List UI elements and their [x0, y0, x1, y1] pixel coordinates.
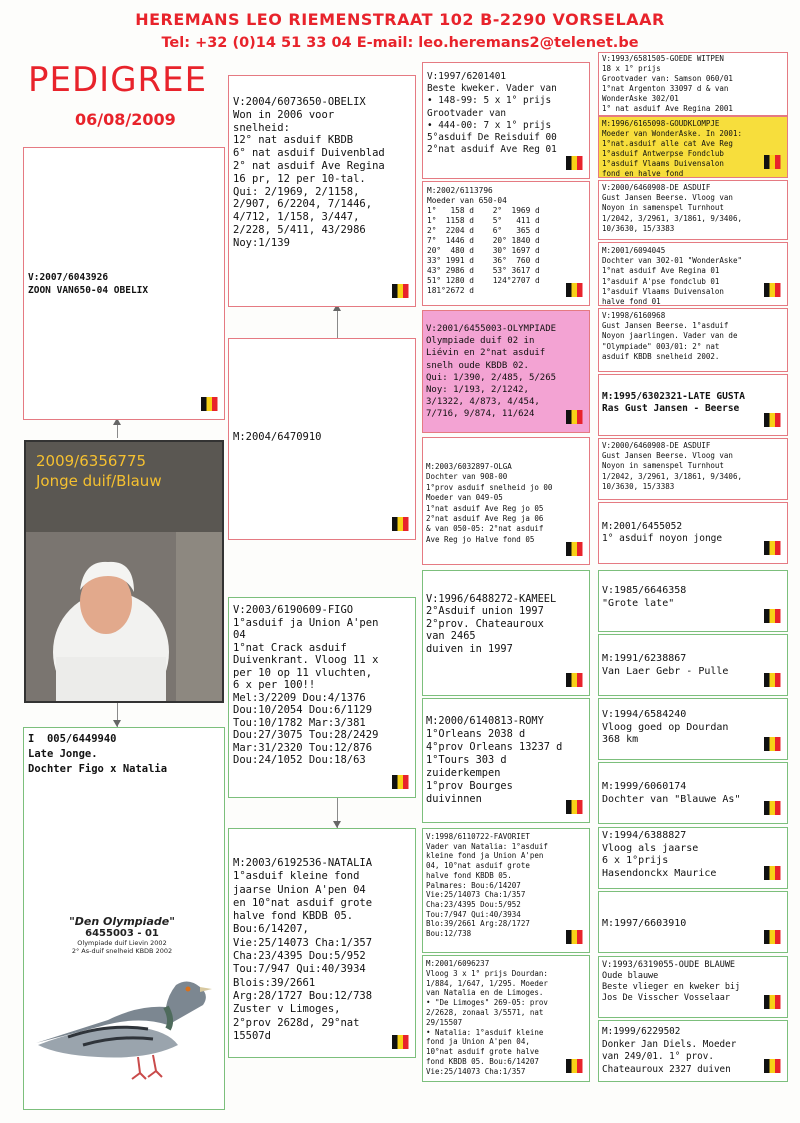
- flag-stripe-black: [566, 673, 572, 687]
- pedigree-box-fff: [422, 62, 590, 179]
- pedigree-box-r3: [598, 180, 788, 240]
- flag-stripe-yellow: [572, 930, 578, 944]
- pedigree-box-ffm: [422, 181, 590, 306]
- flag-stripe-yellow: [398, 284, 404, 298]
- box-text: M:2003/6192536-NATALIA 1°asduif kleine fond jaarse Union A'pen 04 en 10°nat asduif grote halve fond KBDB 05. Bou:6/14207, Vie:25/14073 Cha:1/357 Cha:23/4395 Dou:5/952 Tou:7/947 Qui:40/3934 Blois:39/2661 Arg:28/1727 Bou:12/738 Zuster v Limoges, 2°prov 2628d, 29°nat 15507d: [233, 857, 373, 1042]
- olympiade-caption: [22, 915, 222, 955]
- flag-stripe-red: [775, 866, 781, 880]
- box-text: V:2003/6190609-FIGO 1°asduif ja Union A'pen 04 1°nat Crack asduif Duivenkrant. Vloog 11 x per 10 op 11 vluchten, 6 x per 100!! Mel:3/2209 Dou:4/1376 Dou:10/2054 Dou:6/1129 Tou:10/1782 Mar:3/381 Dou:27/3075 Tou:28/2429 Mar:31/2320 Tou:12/876 Dou:24/1052 Dou:18/63: [233, 604, 379, 766]
- belgian-flag-icon: [564, 407, 586, 429]
- belgian-flag-icon: [762, 734, 784, 756]
- box-text: M:2000/6140813-ROMY 1°Orleans 2038 d 4°prov Orleans 13237 d 1°Tours 303 d zuiderkempen 1°prov Bourges duivinnen: [426, 715, 563, 805]
- connector-arrow: [333, 821, 341, 828]
- pedigree-box-r2: [598, 116, 788, 178]
- flag-stripe-black: [566, 800, 572, 814]
- flag-stripe-red: [577, 156, 583, 170]
- flag-stripe-black: [764, 1059, 770, 1073]
- box-text: V:1994/6388827 Vloog als jaarse 6 x 1°prijs Hasendonckx Maurice: [602, 830, 717, 879]
- box-text: I 005/6449940 Late Jonge. Dochter Figo x Natalia: [28, 733, 168, 775]
- box-text: M:2001/6455052 1° asduif noyon jonge: [602, 521, 723, 544]
- flag-stripe-yellow: [770, 673, 776, 687]
- flag-stripe-yellow: [770, 155, 776, 169]
- flag-stripe-black: [764, 541, 770, 555]
- flag-stripe-black: [764, 995, 770, 1009]
- flag-stripe-black: [566, 283, 572, 297]
- box-text: V:1994/6584240 Vloog goed op Dourdan 368 km: [602, 709, 729, 745]
- pedigree-box-r12: [598, 762, 788, 824]
- pedigree-box-r11: [598, 698, 788, 760]
- box-text: M:2001/6096237 Vloog 3 x 1° prijs Dourdan: 1/884, 1/647, 1/295. Moeder van Natalia en de Limoges. • "De Limoges" 269-05: prov 2/2628, zonaal 3/5571, nat 29/15507 • Natalia: 1°asduif kleine fond ja Union A'pen 04, 10°nat asduif grote halve fond KBDB 05. Bou:6/14207 Vie:25/14073 Cha:1/357: [426, 959, 548, 1076]
- page-title: PEDIGREE: [28, 60, 208, 100]
- pedigree-box-r8: [598, 502, 788, 564]
- flag-stripe-red: [577, 930, 583, 944]
- belgian-flag-icon: [564, 797, 586, 819]
- box-text: M:1995/6302321-LATE GUSTA Ras Gust Jansen - Beerse: [602, 391, 745, 414]
- box-text: M:1999/6229502 Donker Jan Diels. Moeder van 249/01. 1° prov. Chateauroux 2327 duiven: [602, 1026, 737, 1075]
- pedigree-box-mff: [422, 570, 590, 696]
- flag-stripe-black: [566, 930, 572, 944]
- pedigree-box-r7: [598, 438, 788, 500]
- flag-stripe-red: [775, 995, 781, 1009]
- pedigree-date: 06/08/2009: [75, 110, 176, 129]
- belgian-flag-icon: [762, 280, 784, 302]
- flag-stripe-red: [577, 800, 583, 814]
- flag-stripe-black: [764, 673, 770, 687]
- belgian-flag-icon: [564, 153, 586, 175]
- pedigree-box-r1: [598, 52, 788, 116]
- box-text: V:1985/6646358 "Grote late": [602, 585, 687, 609]
- belgian-flag-icon: [390, 1032, 412, 1054]
- flag-stripe-yellow: [770, 801, 776, 815]
- pedigree-box-father: [23, 147, 225, 420]
- flag-stripe-black: [392, 284, 398, 298]
- pedigree-box-mfm: [422, 698, 590, 823]
- pedigree-box-r14: [598, 891, 788, 953]
- pedigree-box-r9: [598, 570, 788, 632]
- flag-stripe-yellow: [770, 541, 776, 555]
- belgian-flag-icon: [762, 798, 784, 820]
- belgian-flag-icon: [390, 772, 412, 794]
- flag-stripe-red: [775, 737, 781, 751]
- young-bird-description: Jonge duif/Blauw: [36, 472, 162, 490]
- box-text: M:2003/6032897-OLGA Dochter van 908-00 1°prov asduif snelheid jo 00 Moeder van 049-05 1°nat asduif Ave Reg jo 05 2°nat asduif Ave Reg ja 06 & van 050-05: 2°nat asduif Ave Reg jo Halve fond 05: [426, 462, 553, 544]
- flag-stripe-yellow: [572, 156, 578, 170]
- flag-stripe-black: [566, 542, 572, 556]
- pedigree-box-r5: [598, 308, 788, 372]
- flag-stripe-black: [566, 156, 572, 170]
- box-text: V:2000/6460908-DE ASDUIF Gust Jansen Beerse. Vloog van Noyon in samenspel Turnhout 1/2042, 3/2961, 3/1861, 9/3406, 10/3630, 15/3383: [602, 441, 742, 491]
- belgian-flag-icon: [762, 606, 784, 628]
- pedigree-box-r13: [598, 827, 788, 889]
- pedigree-box-r10: [598, 634, 788, 696]
- flag-stripe-red: [403, 517, 409, 531]
- young-bird-ring: 2009/6356775: [36, 452, 147, 470]
- belgian-flag-icon: [762, 863, 784, 885]
- flag-stripe-black: [764, 155, 770, 169]
- belgian-flag-icon: [564, 927, 586, 949]
- belgian-flag-icon: [390, 281, 412, 303]
- box-text: V:1998/6110722-FAVORIET Vader van Natalia: 1°asduif kleine fond ja Union A'pen 04, 10°nat asduif grote halve fond KBDB 05. Palmares: Bou:6/14207 Vie:25/14073 Cha:1/357 Cha:23/4395 Dou:5/952 Tou:7/947 Qui:40/3934 Blo:39/2661 Arg:28/1727 Bou:12/738: [426, 832, 548, 939]
- flag-stripe-black: [566, 410, 572, 424]
- belgian-flag-icon: [762, 992, 784, 1014]
- belgian-flag-icon: [762, 410, 784, 432]
- olympiade-line2: 2° As-duif snelheid KBDB 2002: [71, 947, 173, 955]
- flag-stripe-yellow: [770, 413, 776, 427]
- box-text: V:1993/6319055-OUDE BLAUWE Oude blauwe Beste vlieger en kweker bij Jos De Visscher Vosselaar: [602, 960, 741, 1003]
- flag-stripe-yellow: [572, 410, 578, 424]
- flag-stripe-black: [201, 397, 207, 411]
- box-text: V:1996/6488272-KAMEEL 2°Asduif union 1997 2°prov. Chateauroux van 2465 duiven in 1997: [426, 593, 557, 655]
- flag-stripe-yellow: [398, 517, 404, 531]
- pedigree-box-r6: [598, 374, 788, 436]
- flag-stripe-red: [775, 1059, 781, 1073]
- flag-stripe-red: [577, 410, 583, 424]
- belgian-flag-icon: [762, 927, 784, 949]
- flag-stripe-yellow: [572, 800, 578, 814]
- flag-stripe-red: [775, 801, 781, 815]
- box-text: M:1991/6238867 Van Laer Gebr - Pulle: [602, 653, 729, 677]
- flag-stripe-red: [775, 155, 781, 169]
- flag-stripe-red: [775, 541, 781, 555]
- pedigree-box-r4: [598, 242, 788, 306]
- flag-stripe-red: [775, 930, 781, 944]
- belgian-flag-icon: [199, 394, 221, 416]
- flag-stripe-yellow: [572, 673, 578, 687]
- box-text: M:1996/6165098-GOUDKLOMPJE Moeder van WonderAske. In 2001: 1°nat.asduif alle cat Ave Reg 1°asduif Antwerpse Fondclub 1°asduif Vlaams Duivensalon fond en halve fond: [602, 119, 742, 178]
- pedigree-box-fmf: [422, 310, 590, 433]
- flag-stripe-black: [764, 737, 770, 751]
- pedigree-box-mf: [228, 597, 416, 798]
- breeder-address-line: HEREMANS LEO RIEMENSTRAAT 102 B-2290 VORSELAAR: [135, 10, 665, 29]
- flag-stripe-yellow: [770, 737, 776, 751]
- flag-stripe-yellow: [207, 397, 213, 411]
- box-text: V:1997/6201401 Beste kweker. Vader van • 148-99: 5 x 1° prijs Grootvader van • 444-00: 7 x 1° prijs 5°asduif De Reisduif 00 2°nat asduif Ave Reg 01: [427, 71, 557, 156]
- box-text: M:1997/6603910: [602, 918, 687, 929]
- flag-stripe-red: [212, 397, 218, 411]
- belgian-flag-icon: [762, 152, 784, 174]
- box-text: V:1998/6160968 Gust Jansen Beerse. 1°asduif Noyon jaarlingen. Vader van de "Olympiade" 003/01: 2° nat asduif KBDB snelheid 2002.: [602, 311, 738, 361]
- belgian-flag-icon: [390, 514, 412, 536]
- olympiade-name: "Den Olympiade": [69, 915, 175, 928]
- belgian-flag-icon: [564, 1056, 586, 1078]
- olympiade-line1: Olympiade duif Lievin 2002: [77, 939, 167, 947]
- flag-stripe-black: [566, 1059, 572, 1073]
- box-text: V:2000/6460908-DE ASDUIF Gust Jansen Beerse. Vloog van Noyon in samenspel Turnhout 1/2042, 3/2961, 3/1861, 9/3406, 10/3630, 15/3383: [602, 183, 742, 233]
- flag-stripe-black: [764, 283, 770, 297]
- box-text: M:1999/6060174 Dochter van "Blauwe As": [602, 781, 741, 805]
- flag-stripe-black: [392, 517, 398, 531]
- flag-stripe-yellow: [770, 609, 776, 623]
- belgian-flag-icon: [762, 538, 784, 560]
- flag-stripe-yellow: [770, 283, 776, 297]
- flag-stripe-red: [577, 673, 583, 687]
- flag-stripe-black: [764, 609, 770, 623]
- pigeon-illustration: [28, 965, 218, 1085]
- connector-arrow: [113, 720, 121, 727]
- pedigree-box-mm: [228, 828, 416, 1058]
- flag-stripe-red: [403, 284, 409, 298]
- box-text: V:2001/6455003-OLYMPIADE Olympiade duif 02 in Liévin en 2°nat asduif snelh oude KBDB 02. Qui: 1/390, 2/485, 5/265 Noy: 1/193, 2/1242, 3/1322, 4/873, 4/454, 7/716, 9/874, 11/624: [426, 324, 557, 420]
- pedigree-box-r15: [598, 956, 788, 1018]
- flag-stripe-red: [775, 673, 781, 687]
- flag-stripe-red: [775, 283, 781, 297]
- pedigree-box-mmf: [422, 828, 590, 953]
- flag-stripe-black: [764, 930, 770, 944]
- box-text: M:2004/6470910: [233, 431, 322, 443]
- box-text: V:2004/6073650-OBELIX Won in 2006 voor snelheid: 12° nat asduif KBDB 6° nat asduif Duivenblad 2° nat asduif Ave Regina 16 pr, 12 per 10-tal. Qui: 2/1969, 2/1158, 2/907, 6/2204, 7/1446, 4/712, 1/158, 3/447, 2/228, 5/411, 43/2986 Noy:1/139: [233, 96, 385, 249]
- flag-stripe-yellow: [770, 1059, 776, 1073]
- flag-stripe-yellow: [770, 866, 776, 880]
- flag-stripe-red: [775, 609, 781, 623]
- box-text: M:2002/6113796 Moeder van 650-04 1° 158 d 2° 1969 d 1° 1158 d 5° 411 d 2° 2204 d 6° 365 d 7° 1446 d 20° 1840 d 20° 480 d 30° 1697 d 33° 1991 d 36° 760 d 43° 2986 d 53° 3617 d 51° 1280 d 124°2707 d 181°2672 d: [427, 186, 540, 295]
- flag-stripe-yellow: [398, 775, 404, 789]
- flag-stripe-black: [764, 866, 770, 880]
- owner-photo: [24, 440, 224, 703]
- flag-stripe-red: [577, 542, 583, 556]
- belgian-flag-icon: [564, 670, 586, 692]
- flag-stripe-red: [577, 1059, 583, 1073]
- belgian-flag-icon: [762, 1056, 784, 1078]
- flag-stripe-yellow: [770, 930, 776, 944]
- flag-stripe-black: [764, 413, 770, 427]
- flag-stripe-red: [403, 775, 409, 789]
- pedigree-box-fm: [228, 338, 416, 540]
- flag-stripe-yellow: [572, 1059, 578, 1073]
- flag-stripe-yellow: [572, 283, 578, 297]
- flag-stripe-red: [577, 283, 583, 297]
- box-text: V:2007/6043926 ZOON VAN650-04 OBELIX: [28, 272, 149, 296]
- flag-stripe-black: [392, 775, 398, 789]
- belgian-flag-icon: [762, 670, 784, 692]
- belgian-flag-icon: [564, 539, 586, 561]
- box-text: M:2001/6094045 Dochter van 302-01 "WonderAske" 1°nat asduif Ave Regina 01 1°asduif A'pse fondclub 01 1°asduif Vlaams Duivensalon halve fond 01: [602, 246, 742, 306]
- pedigree-box-r16: [598, 1020, 788, 1082]
- flag-stripe-yellow: [770, 995, 776, 1009]
- belgian-flag-icon: [564, 280, 586, 302]
- pedigree-box-mmm: [422, 955, 590, 1082]
- flag-stripe-red: [775, 413, 781, 427]
- flag-stripe-black: [392, 1035, 398, 1049]
- flag-stripe-yellow: [398, 1035, 404, 1049]
- olympiade-ring: 6455003 - 01: [85, 928, 159, 939]
- flag-stripe-red: [403, 1035, 409, 1049]
- breeder-contact-line: Tel: +32 (0)14 51 33 04 E-mail: leo.heremans2@telenet.be: [161, 35, 639, 51]
- box-text: V:1993/6581505-GOEDE WITPEN 18 x 1° prijs Grootvader van: Samson 060/01 1°nat Argenton 33097 d & van WonderAske 302/01 1° nat asduif Ave Regina 2001: [602, 54, 733, 113]
- flag-stripe-black: [764, 801, 770, 815]
- pedigree-box-fmm: [422, 437, 590, 565]
- pedigree-box-ff: [228, 75, 416, 307]
- flag-stripe-yellow: [572, 542, 578, 556]
